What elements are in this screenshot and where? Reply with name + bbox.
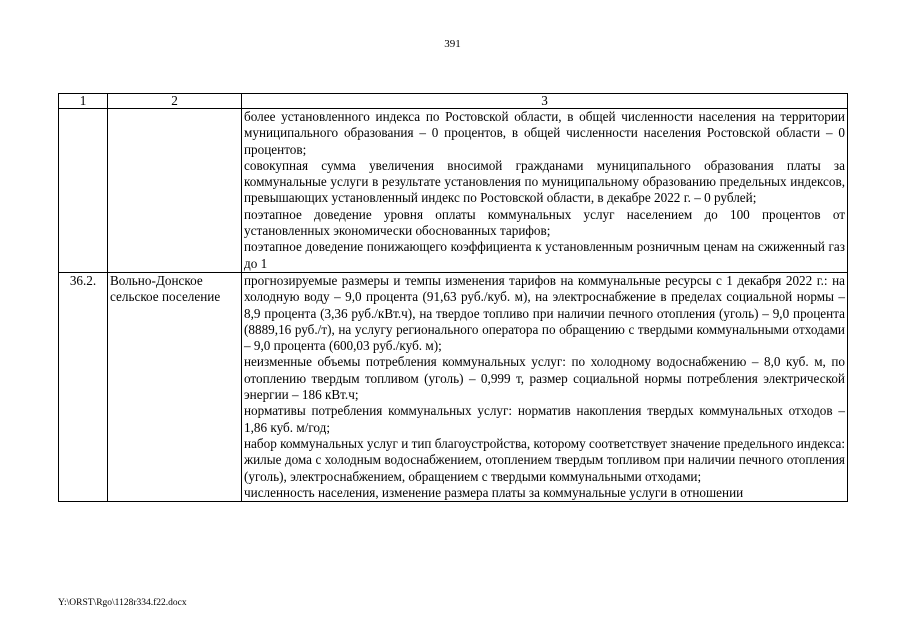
table-row [59, 272, 848, 501]
column-header-3: 3 [242, 94, 848, 109]
paragraph: нормативы потребления коммунальных услуг: норматив накопления твердых коммунальных отходов – 1,86 куб. м/год; [244, 403, 845, 435]
description-cell [242, 272, 848, 501]
paragraph: поэтапное доведение уровня оплаты коммунальных услуг населением до 100 процентов от установленных экономически обоснованных тарифов; [244, 206, 845, 239]
description-cell [242, 109, 848, 273]
paragraph: численность населения, изменение размера платы за коммунальные услуги в отношении [244, 484, 744, 500]
page-number: 391 [444, 38, 461, 50]
table-header-row [59, 94, 848, 109]
paragraph: прогнозируемые размеры и темпы изменения тарифов на коммунальные ресурсы с 1 декабря 2022 г.: на холодную воду – 9,0 процента (91,63 руб./куб. м), на электроснабжение в пределах социальной нормы – 8,9 процента (3,36 руб./кВт.ч), на твердое топливо при наличии печного отопления (уголь) – 9,0 процента (8889,16 руб./т), на услугу регионального оператора по обращению с твердыми коммунальными отходами – 9,0 процента (600,03 руб./куб. м); [244, 272, 845, 354]
settlement-cell: Вольно-Донское сельское поселение [108, 272, 242, 501]
table-row [59, 109, 848, 273]
document-table [58, 93, 848, 502]
paragraph: более установленного индекса по Ростовской области, в общей численности населения на территории муниципального образования – 0 процентов, в общей численности населения Ростовской области – 0 процентов; [244, 109, 845, 157]
paragraph: поэтапное доведение понижающего коэффициента к установленным розничным ценам на сжиженный газ до 1 [244, 239, 845, 271]
paragraph: набор коммунальных услуг и тип благоустройства, которому соответствует значение предельного индекса: жилые дома с холодным водоснабжением, отоплением твердым топливом при наличии печного отопления (уголь), электроснабжением, обращением с твердыми коммунальными отходами; [244, 435, 846, 484]
settlement-cell [108, 109, 242, 273]
column-header-1: 1 [59, 94, 108, 109]
document-path-footer: Y:\ORST\Rgo\1128r334.f22.docx [58, 598, 187, 608]
row-number-cell [59, 109, 108, 273]
row-number-cell: 36.2. [59, 272, 108, 501]
paragraph: неизменные объемы потребления коммунальных услуг: по холодному водоснабжению – 8,0 куб. м, по отоплению твердым топливом (уголь) – 0,999 т, размер социальной нормы потребления электрической энергии – 186 кВт.ч; [244, 354, 845, 403]
paragraph: совокупная сумма увеличения вносимой гражданами муниципального образования платы за коммунальные услуги в результате установления по муниципальному образованию предельных индексов, превышающих установленный индекс по Ростовской области, в декабре 2022 г. – 0 рублей; [244, 157, 845, 206]
column-header-2: 2 [108, 94, 242, 109]
